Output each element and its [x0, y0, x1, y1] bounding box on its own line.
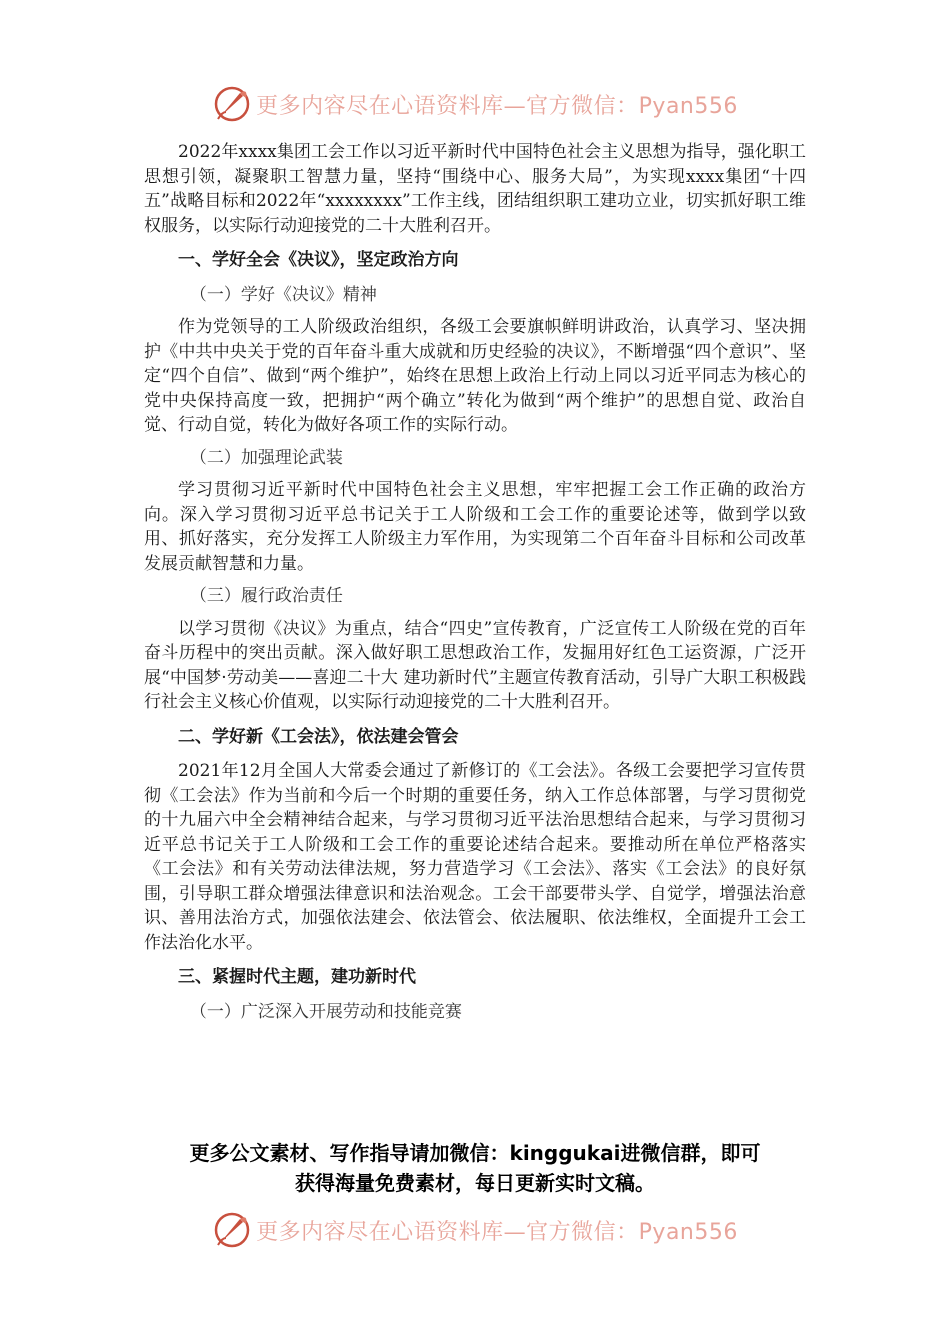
watermark-text: 更多内容尽在心语资料库—官方微信：Pyan556 — [256, 1219, 738, 1245]
subheading-3-1: （一）广泛深入开展劳动和技能竞赛 — [189, 1001, 462, 1022]
quill-logo-icon — [212, 84, 252, 124]
promo-banner — [130, 1138, 820, 1198]
section-heading-1: 一、学好全会《决议》，坚定政治方向 — [178, 250, 459, 270]
subheading-1-3: （三）履行政治责任 — [189, 586, 343, 606]
intro-paragraph: 2022年xxxx集团工会工作以习近平新时代中国特色社会主义思想为指导，强化职工思想引领，凝聚职工智慧力量，坚持“围绕中心、服务大局”，为实现xxxx集团“十四五”战略目标和2022年“xxxxxxxx”工作主线，团结组织职工建功立业，切实抓好职工维权服务，以实际行动迎接党的二十大胜利召开。 — [144, 142, 806, 236]
section-heading-2: 二、学好新《工会法》，依法建会管会 — [178, 726, 459, 747]
subheading-1-1: （一）学好《决议》精神 — [189, 284, 377, 305]
watermark-header — [0, 82, 950, 126]
document-body — [144, 140, 806, 1032]
quill-logo-icon — [212, 1210, 252, 1250]
promo-line-2: 获得海量免费素材，每日更新实时文稿。 — [295, 1171, 655, 1195]
subheading-1-2: （二）加强理论武装 — [189, 447, 343, 468]
watermark-text: 更多内容尽在心语资料库—官方微信：Pyan556 — [256, 93, 738, 119]
paragraph-1-3: 以学习贯彻《决议》为重点，结合“四史”宣传教育，广泛宣传工人阶级在党的百年奋斗历程中的突出贡献。深入做好职工思想政治工作，发掘用好红色工运资源，广泛开展“中国梦·劳动美——喜迎二十大 建功新时代”主题宣传教育活动，引导广大职工积极践行社会主义核心价值观，以实际行动迎接党的二十大胜利召开。 — [144, 618, 806, 712]
watermark-footer — [0, 1208, 950, 1252]
section-heading-3: 三、紧握时代主题，建功新时代 — [178, 967, 416, 987]
paragraph-2-1: 2021年12月全国人大常委会通过了新修订的《工会法》。各级工会要把学习宣传贯彻《工会法》作为当前和今后一个时期的重要任务，纳入工作总体部署，与学习贯彻党的十九届六中全会精神结合起来，与学习贯彻习近平法治思想结合起来，与学习贯彻习近平总书记关于工人阶级和工会工作的重要论述结合起来。要推动所在单位严格落实《工会法》和有关劳动法律法规，努力营造学习《工会法》、落实《工会法》的良好氛围，引导职工群众增强法律意识和法治观念。工会干部要带头学、自觉学，增强法治意识、善用法治方式，加强依法建会、依法管会、依法履职、依法维权，全面提升工会工作法治化水平。 — [144, 761, 806, 953]
paragraph-1-1: 作为党领导的工人阶级政治组织，各级工会要旗帜鲜明讲政治，认真学习、坚决拥护《中共中央关于党的百年奋斗重大成就和历史经验的决议》，不断增强“四个意识”、坚定“四个自信”、做到“两个维护”，始终在思想上政治上行动上同以习近平同志为核心的党中央保持高度一致，把拥护“两个确立”转化为做到“两个维护”的思想自觉、政治自觉、行动自觉，转化为做好各项工作的实际行动。 — [144, 317, 806, 435]
paragraph-1-2: 学习贯彻习近平新时代中国特色社会主义思想，牢牢把握工会工作正确的政治方向。深入学习贯彻习近平总书记关于工人阶级和工会工作的重要论述等，做到学以致用、抓好落实，充分发挥工人阶级主力军作用，为实现第二个百年奋斗目标和公司改革发展贡献智慧和力量。 — [144, 480, 806, 574]
promo-line-1: 更多公文素材、写作指导请加微信：kinggukai进微信群，即可 — [189, 1141, 761, 1165]
